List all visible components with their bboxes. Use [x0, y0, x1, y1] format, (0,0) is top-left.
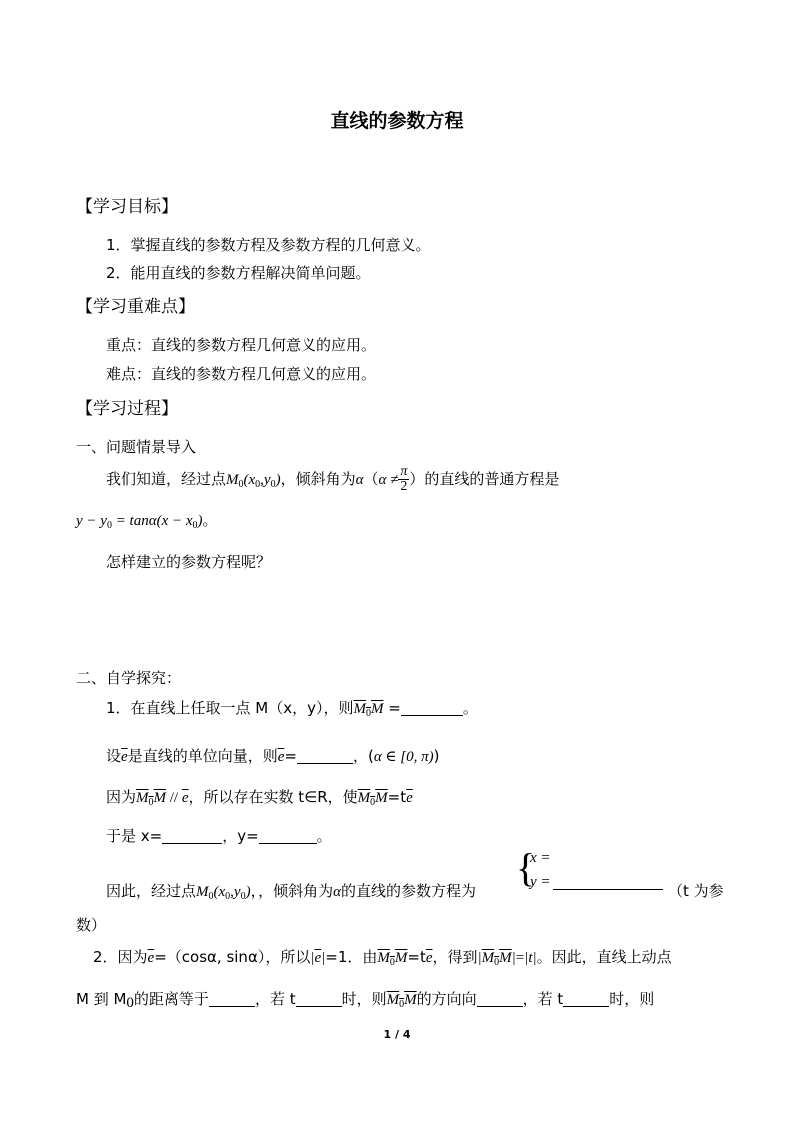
part2-line2: 设$\overline{e}$是直线的单位向量，则$\overline{e}=$ ，(α ∈ [0, π)) [106, 747, 440, 765]
blank-t-condition-2[interactable] [563, 990, 609, 1007]
pi-over-two: $\frac{\pi}{2}$ [400, 464, 408, 494]
part2-heading: 二、自学探究： [76, 669, 182, 687]
goals-heading: 【学习目标】 [76, 197, 178, 217]
text-segment: ，倾斜角为 [280, 470, 356, 488]
part2-line1: 1．在直线上任取一点 M（x，y），则$M_0M$ = 。 [106, 699, 478, 719]
blank-t-condition-1[interactable] [296, 990, 342, 1007]
blank-y[interactable] [259, 827, 317, 844]
blank-unit-vector[interactable] [297, 747, 353, 764]
system-note-end: 数） [76, 916, 107, 934]
blank-vector[interactable] [401, 699, 463, 716]
part2-line3: 因为$M_0M // \overline{e}$，所以存在实数 t∈R，使$M_0M=t\overline{e}$ [106, 788, 413, 808]
process-heading: 【学习过程】 [76, 399, 178, 419]
part2-line5: 因此，经过点$M_0(x_0,y_0)$，，倾斜角为α的直线的参数方程为 [106, 882, 476, 902]
keypoints-heading: 【学习重难点】 [76, 297, 195, 317]
text-segment: ）的直线的普通方程是 [409, 470, 560, 488]
text-segment: 我们知道，经过点 [106, 470, 227, 488]
alpha-range: α ∈ [0, π) [373, 749, 434, 765]
system-x: x = [530, 850, 551, 866]
question-text: 怎样建立的参数方程呢？ [106, 553, 272, 571]
page-title: 直线的参数方程 [330, 110, 464, 132]
point-m0: $M_0(x_0,y_0)$ [226, 472, 281, 490]
blank-x[interactable] [162, 827, 222, 844]
system-brace: { [516, 845, 536, 890]
blank-distance[interactable] [209, 990, 255, 1007]
text-segment: （ [363, 470, 379, 488]
keypoint-item-1: 重点：直线的参数方程几何意义的应用。 [106, 336, 377, 354]
alpha-neq: α ≠ [378, 472, 399, 488]
part1-heading: 一、问题情景导入 [76, 438, 197, 456]
page-number: 1 / 4 [383, 1028, 411, 1041]
goal-item-1: 1．掌握直线的参数方程及参数方程的几何意义。 [106, 236, 431, 254]
blank-direction[interactable] [477, 990, 523, 1007]
system-y: y = [530, 874, 551, 890]
unit-vector-e: $\overline{e}$ [121, 749, 128, 765]
vector-m0m: $M_0M$ [353, 701, 384, 719]
alpha-symbol: α [355, 472, 364, 488]
goal-item-2: 2．能用直线的参数方程解决简单问题。 [106, 264, 371, 282]
normal-equation: $y - y_0 = \tan\alpha(x - x_0)$。 [76, 511, 218, 531]
part2-line7: M 到 $M_0$的距离等于 ，若 t 时，则$M_0M$的方向向 ，若 t 时，则 [76, 990, 655, 1011]
blank-system[interactable] [553, 873, 663, 890]
part2-line6: 2．因为$\overline{e}=(\cos\alpha$, sinα），所以$|\overline{e}|=1$．由$M_0M=t\overline{e}$，得到$|M_0M|=|t|$。因此，直线上动点 [93, 948, 672, 968]
keypoint-item-2: 难点：直线的参数方程几何意义的应用。 [106, 365, 377, 383]
part1-line1 [106, 465, 559, 494]
part2-line4: 于是 x= ，y= 。 [106, 827, 332, 845]
system-note: （t 为参 [668, 882, 724, 900]
